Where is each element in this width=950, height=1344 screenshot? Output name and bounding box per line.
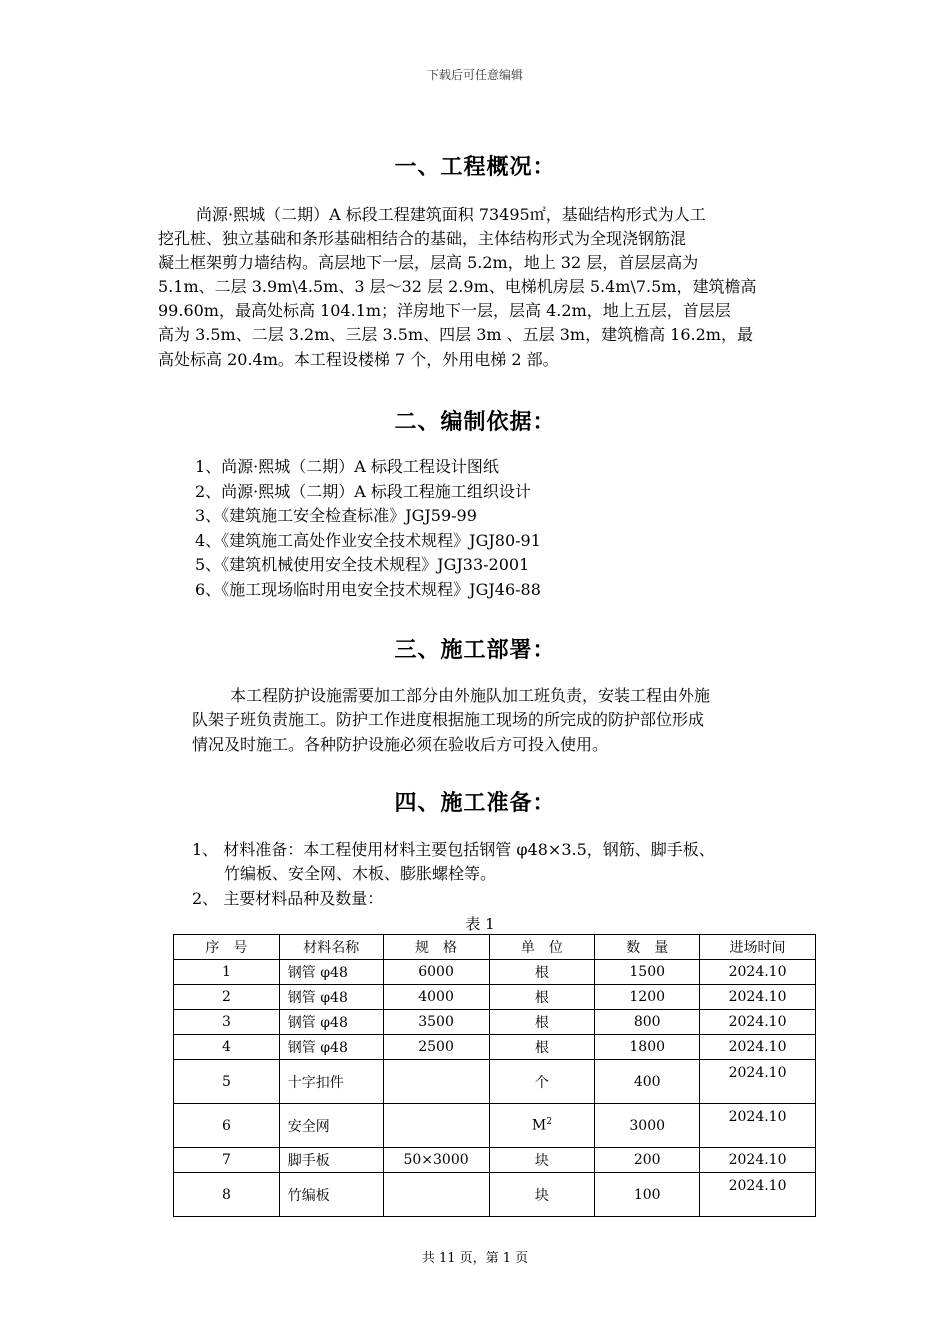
section1-line-7: 高处标高 20.4m。本工程设楼梯 7 个，外用电梯 2 部。 <box>158 350 559 369</box>
section1-title: 一、工程概况： <box>394 154 556 180</box>
reference-item: 4、《建筑施工高处作业安全技术规程》JGJ80-91 <box>195 530 541 550</box>
reference-item: 2、尚源·熙城（二期）A 标段工程施工组织设计 <box>195 481 531 501</box>
cell-unit <box>489 1104 595 1148</box>
cell-no: 5 <box>174 1060 280 1104</box>
materials-item-1-line-1: 1、 材料准备：本工程使用材料主要包括钢管 φ48×3.5，钢筋、脚手板、 <box>192 840 715 859</box>
cell-date: 2024.10 <box>700 960 816 985</box>
cell-unit: 根 <box>489 985 595 1010</box>
header-cell: 单 位 <box>489 935 595 960</box>
cell-spec: 4000 <box>383 985 489 1010</box>
reference-item: 6、《施工现场临时用电安全技术规程》JGJ46-88 <box>195 579 541 599</box>
unit-superscript: 2 <box>546 1117 552 1128</box>
section3-line-1: 本工程防护设施需要加工部分由外施队加工班负责，安装工程由外施 <box>230 686 711 705</box>
cell-no: 1 <box>174 960 280 985</box>
section1-line-3: 凝土框架剪力墙结构。高层地下一层，层高 5.2m，地上 32 层，首层层高为 <box>158 253 699 272</box>
cell-name: 钢管 φ48 <box>279 1010 383 1035</box>
reference-list <box>195 455 541 602</box>
unit-text: M <box>531 1117 547 1134</box>
page-footer: 共 11 页，第 1 页 <box>421 1251 529 1266</box>
cell-name: 脚手板 <box>279 1148 383 1173</box>
section3-title: 三、施工部署： <box>394 637 556 663</box>
cell-name: 安全网 <box>279 1104 383 1148</box>
table-row <box>174 1060 816 1104</box>
materials-item-2: 2、 主要材料品种及数量： <box>192 889 384 908</box>
cell-date: 2024.10 <box>700 1035 816 1060</box>
cell-spec <box>383 1060 489 1104</box>
cell-qty: 100 <box>595 1173 700 1217</box>
cell-spec <box>383 1104 489 1148</box>
header-cell: 数 量 <box>595 935 700 960</box>
cell-qty: 3000 <box>595 1104 700 1148</box>
header-cell: 材料名称 <box>279 935 383 960</box>
cell-date: 2024.10 <box>700 1148 816 1173</box>
cell-qty: 800 <box>595 1010 700 1035</box>
header-cell: 序 号 <box>174 935 280 960</box>
cell-qty: 200 <box>595 1148 700 1173</box>
table-row <box>174 985 816 1010</box>
cell-unit: 块 <box>489 1173 595 1217</box>
section1-line-4: 5.1m、二层 3.9m\4.5m、3 层～32 层 2.9m、电梯机房层 5.4m\7.5m，建筑檐高 <box>158 277 757 296</box>
header-note: 下载后可任意编辑 <box>426 68 523 82</box>
cell-name: 竹编板 <box>279 1173 383 1217</box>
cell-spec: 6000 <box>383 960 489 985</box>
section4-title: 四、施工准备： <box>394 790 556 816</box>
section1-line-2: 挖孔桩、独立基础和条形基础相结合的基础，主体结构形式为全现浇钢筋混 <box>158 229 687 248</box>
section3-line-2: 队架子班负责施工。防护工作进度根据施工现场的所完成的防护部位形成 <box>192 710 705 729</box>
cell-unit: 块 <box>489 1148 595 1173</box>
cell-qty: 1800 <box>595 1035 700 1060</box>
materials-table <box>173 934 816 1217</box>
cell-spec: 3500 <box>383 1010 489 1035</box>
table-row <box>174 1104 816 1148</box>
cell-qty: 1500 <box>595 960 700 985</box>
table-row <box>174 960 816 985</box>
table-row <box>174 1010 816 1035</box>
reference-item: 1、尚源·熙城（二期）A 标段工程设计图纸 <box>195 457 499 476</box>
header-cell: 进场时间 <box>700 935 816 960</box>
cell-date: 2024.10 <box>700 1010 816 1035</box>
cell-date: 2024.10 <box>700 1173 816 1217</box>
cell-name: 十字扣件 <box>279 1060 383 1104</box>
table-row <box>174 1148 816 1173</box>
table-row <box>174 1035 816 1060</box>
cell-no: 7 <box>174 1148 280 1173</box>
cell-unit: 个 <box>489 1060 595 1104</box>
cell-qty: 400 <box>595 1060 700 1104</box>
cell-qty: 1200 <box>595 985 700 1010</box>
section2-title: 二、编制依据： <box>394 409 556 435</box>
table-caption: 表 1 <box>465 915 495 933</box>
table-row <box>174 1173 816 1217</box>
cell-unit: 根 <box>489 1010 595 1035</box>
cell-date: 2024.10 <box>700 1104 816 1148</box>
cell-no: 8 <box>174 1173 280 1217</box>
table-header-row <box>174 935 816 960</box>
cell-no: 2 <box>174 985 280 1010</box>
header-cell: 规 格 <box>383 935 489 960</box>
section1-line-6: 高为 3.5m、二层 3.2m、三层 3.5m、四层 3m 、五层 3m，建筑檐高 16.2m，最 <box>158 325 753 344</box>
reference-item: 3、《建筑施工安全检查标准》JGJ59-99 <box>195 506 477 525</box>
cell-unit: 根 <box>489 1035 595 1060</box>
reference-item: 5、《建筑机械使用安全技术规程》JGJ33-2001 <box>195 555 530 574</box>
section1-line-1: 尚源·熙城（二期）A 标段工程建筑面积 73495㎡，基础结构形式为人工 <box>196 205 706 224</box>
cell-date: 2024.10 <box>700 985 816 1010</box>
cell-no: 4 <box>174 1035 280 1060</box>
cell-name: 钢管 φ48 <box>279 985 383 1010</box>
cell-name: 钢管 φ48 <box>279 1035 383 1060</box>
cell-name: 钢管 φ48 <box>279 960 383 985</box>
cell-spec: 50×3000 <box>383 1148 489 1173</box>
cell-unit: 根 <box>489 960 595 985</box>
cell-no: 3 <box>174 1010 280 1035</box>
cell-no: 6 <box>174 1104 280 1148</box>
cell-spec: 2500 <box>383 1035 489 1060</box>
section3-line-3: 情况及时施工。各种防护设施必须在验收后方可投入使用。 <box>192 735 609 754</box>
section1-line-5: 99.60m，最高处标高 104.1m；洋房地下一层，层高 4.2m，地上五层，首层层 <box>158 301 731 320</box>
materials-item-1-line-2: 竹编板、安全网、木板、膨胀螺栓等。 <box>224 864 497 883</box>
cell-date: 2024.10 <box>700 1060 816 1104</box>
cell-spec <box>383 1173 489 1217</box>
